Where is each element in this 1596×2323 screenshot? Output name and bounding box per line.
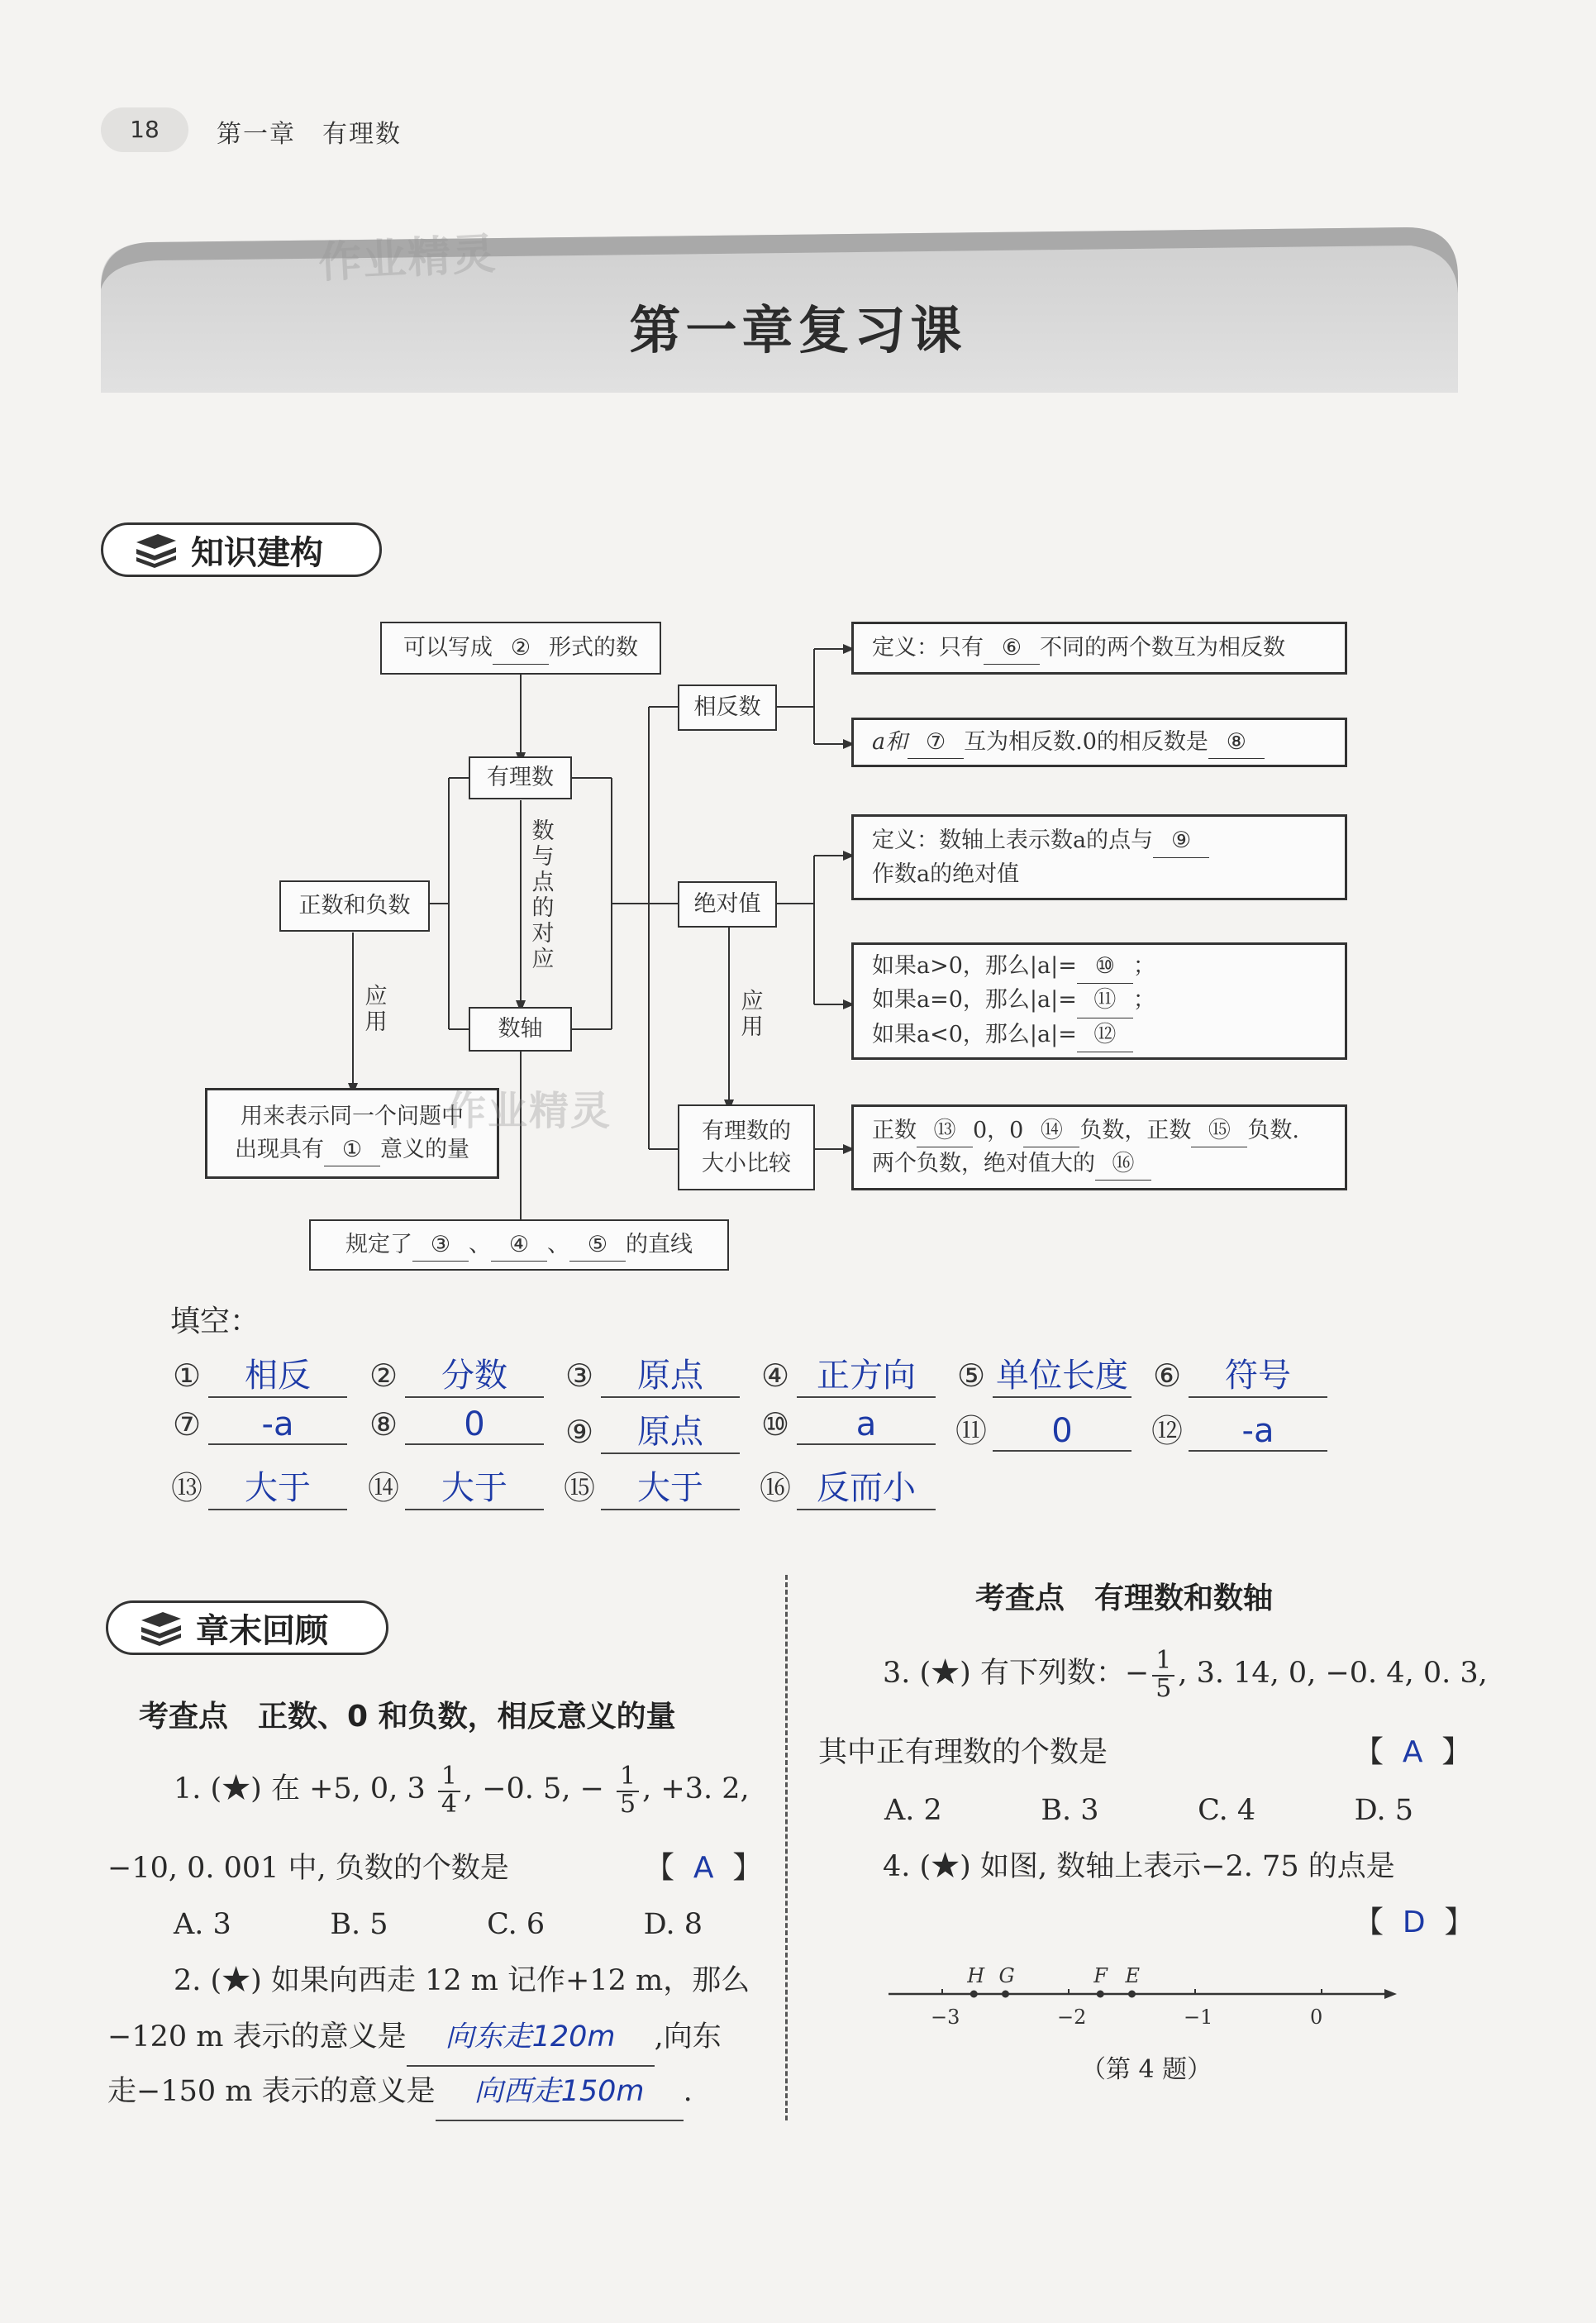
figure-caption: （第 4 题） <box>1081 2055 1212 2084</box>
apply-label-left: 应用 <box>364 984 388 1035</box>
question-1-line2: −10, 0. 001 中, 负数的个数是 <box>107 1852 509 1885</box>
answer-value: 符号 <box>1189 1349 1327 1398</box>
diagram-watermark: 作业精灵 <box>446 1088 612 1134</box>
answer-item <box>1151 1349 1327 1398</box>
correspondence-label: 数与点的对应 <box>531 818 555 972</box>
answer-value: 单位长度 <box>993 1349 1131 1398</box>
answer-value: 相反 <box>208 1349 347 1398</box>
answer-value: 0 <box>405 1405 544 1445</box>
opposite-box: 相反数 <box>678 684 777 731</box>
number-line-point-label: E <box>1125 1964 1141 1987</box>
number-line-point-label: H <box>967 1964 985 1987</box>
answer-number: ③ <box>565 1357 594 1394</box>
answer-value: 0 <box>993 1412 1131 1452</box>
rational-form-box: 可以写成 ② 形式的数 <box>380 622 661 675</box>
fill-label: 填空： <box>170 1305 260 1338</box>
question-3-line1: 3. (★) 有下列数：− $\frac{1}{5}$ , 3. 14, 0, −0. 4, 0. 3, <box>883 1645 1488 1703</box>
answer-item <box>367 1405 544 1445</box>
number-line-box: 数轴 <box>469 1007 572 1052</box>
compare-rule-box: 正数 ⑬ 0，0 ⑭ 负数，正数 ⑮ 负数. 两个负数，绝对值大的 ⑯ <box>851 1104 1347 1190</box>
answer-item <box>955 1405 1131 1452</box>
number-line-point <box>971 1991 977 1997</box>
line-definition-box: 规定了 ③ 、 ④ 、 ⑤ 的直线 <box>309 1219 729 1271</box>
answer-value: 原点 <box>601 1405 740 1454</box>
answer-number: ④ <box>760 1357 790 1394</box>
question-3-line2: 其中正有理数的个数是 <box>818 1736 1108 1769</box>
answer-value: -a <box>1189 1412 1327 1452</box>
number-line-tick-label: −1 <box>1184 2006 1213 2029</box>
answer-number: ⑨ <box>565 1414 594 1450</box>
column-divider <box>785 1575 788 2120</box>
answer-item <box>563 1462 740 1510</box>
answer-value: 原点 <box>601 1349 740 1398</box>
answer-item <box>563 1349 740 1398</box>
page-title: 第一章复习课 <box>629 300 967 360</box>
answer-value: 大于 <box>208 1462 347 1510</box>
question-2-line2: −120 m 表示的意义是 向东走120m ,向东 <box>107 2009 722 2067</box>
opposite-relation-box: a和 ⑦ 互为相反数.0的相反数是 ⑧ <box>851 718 1347 767</box>
number-line-point <box>1098 1991 1103 1997</box>
opposite-definition-box: 定义：只有 ⑥ 不同的两个数互为相反数 <box>851 622 1347 675</box>
answer-value: 大于 <box>405 1462 544 1510</box>
absolute-value-box: 绝对值 <box>678 881 777 928</box>
answer-number: ⑮ <box>563 1470 595 1506</box>
answer-item <box>170 1405 347 1445</box>
answer-item <box>563 1405 740 1454</box>
opposite-meaning-box: 用来表示同一个问题中 出现具有 ① 意义的量 <box>205 1088 499 1179</box>
answer-item <box>170 1349 347 1398</box>
rational-number-box: 有理数 <box>469 756 572 799</box>
number-line-figure <box>876 1959 1405 2034</box>
answer-number: ⑦ <box>172 1406 202 1443</box>
question-4-answer: 【 D 】 <box>1354 1906 1475 1939</box>
answer-value: a <box>797 1405 936 1445</box>
number-line-point <box>1003 1991 1008 1997</box>
question-1-options: A. 3 B. 5 C. 6 D. 8 <box>174 1908 703 1941</box>
answer-number: ⑥ <box>1152 1357 1182 1394</box>
answer-number: ⑩ <box>760 1406 790 1443</box>
left-keypoint: 考查点 正数、0 和负数，相反意义的量 <box>139 1700 676 1734</box>
answer-item <box>170 1462 347 1510</box>
answer-number: ① <box>172 1357 202 1394</box>
number-line-tick-label: −3 <box>931 2006 960 2029</box>
answer-number: ⑫ <box>1151 1413 1183 1449</box>
section-review-header <box>106 1600 388 1655</box>
number-line-tick-label: −2 <box>1057 2006 1087 2029</box>
answer-item <box>759 1405 936 1445</box>
question-1-answer: 【 A 】 <box>645 1851 763 1885</box>
pos-neg-box: 正数和负数 <box>279 880 430 932</box>
question-2-line1: 2. (★) 如果向西走 12 m 记作+12 m，那么 <box>174 1964 750 1997</box>
answer-number: ⑭ <box>367 1470 399 1506</box>
answer-item <box>1151 1405 1327 1452</box>
page-number: 18 <box>101 107 188 152</box>
answer-number: ② <box>369 1357 398 1394</box>
compare-box: 有理数的 大小比较 <box>678 1104 815 1190</box>
chapter-label: 第一章 有理数 <box>217 120 402 149</box>
answer-number: ⑤ <box>956 1357 986 1394</box>
number-line-point-label: G <box>998 1964 1015 1987</box>
answer-number: ⑧ <box>369 1406 398 1443</box>
answer-item <box>759 1462 936 1510</box>
answer-item <box>955 1349 1131 1398</box>
question-3-options: A. 2 B. 3 C. 4 D. 5 <box>884 1794 1413 1827</box>
watermark: 作业精灵 <box>317 228 498 289</box>
answer-value: -a <box>208 1405 347 1445</box>
question-3-answer: 【 A 】 <box>1354 1735 1472 1769</box>
section-knowledge-header <box>101 522 382 577</box>
right-keypoint: 考查点 有理数和数轴 <box>975 1581 1274 1615</box>
books-icon <box>133 531 179 569</box>
answer-item <box>759 1349 936 1398</box>
answer-item <box>367 1349 544 1398</box>
answer-number: ⑬ <box>170 1470 202 1506</box>
answer-number: ⑪ <box>955 1413 987 1449</box>
absolute-rules-box: 如果a>0，那么|a|= ⑩ ； 如果a=0，那么|a|= ⑪ ； 如果a<0，那么|a|= ⑫ <box>851 942 1347 1060</box>
number-line-tick-label: 0 <box>1310 2006 1323 2029</box>
absolute-definition-box: 定义：数轴上表示数a的点与 ⑨ 作数a的绝对值 <box>851 814 1347 900</box>
number-line-point <box>1129 1991 1135 1997</box>
section-review-title: 章末回顾 <box>196 1610 328 1650</box>
apply-label-right: 应用 <box>741 989 764 1040</box>
answer-value: 大于 <box>601 1462 740 1510</box>
question-2-line3: 走−150 m 表示的意义是 向西走150m . <box>107 2063 693 2121</box>
answer-value: 分数 <box>405 1349 544 1398</box>
answer-value: 正方向 <box>797 1349 936 1398</box>
question-4-line1: 4. (★) 如图, 数轴上表示−2. 75 的点是 <box>883 1850 1395 1883</box>
answer-value: 反而小 <box>797 1462 936 1510</box>
question-1-line1: 1. (★) 在 +5, 0, 3 $\frac{1}{4}$ , −0. 5, − $\frac{1}{5}$ , +3. 2, <box>174 1761 750 1819</box>
section-knowledge-title: 知识建构 <box>191 532 323 572</box>
answer-number: ⑯ <box>759 1470 791 1506</box>
number-line-point-label: F <box>1093 1964 1108 1987</box>
books-icon <box>138 1609 184 1647</box>
answer-item <box>367 1462 544 1510</box>
